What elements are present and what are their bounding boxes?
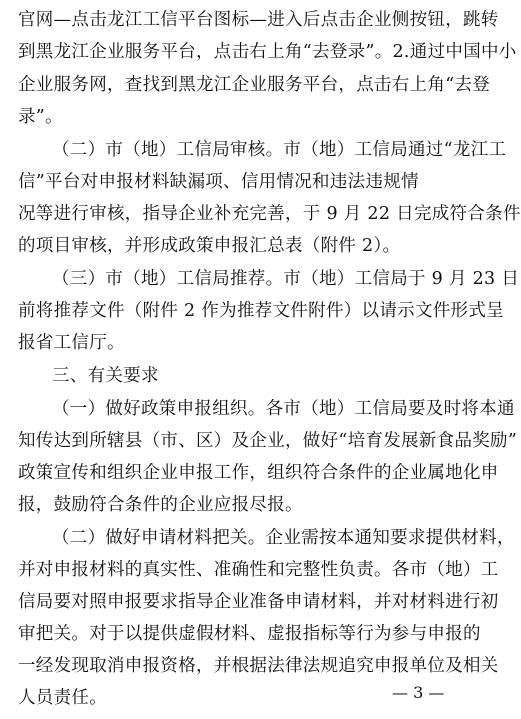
page-number: — 3 — bbox=[392, 683, 445, 702]
text-line: 前将推荐文件（附件 2 作为推荐文件附件）以请示文件形式呈 bbox=[18, 301, 504, 321]
text-line: 的项目审核，并形成政策申报汇总表（附件 2）。 bbox=[18, 236, 401, 256]
requirement-two-first-line: （二）做好申请材料把关。企业需按本通知要求提供材料， bbox=[52, 528, 515, 548]
text-line: 报，鼓励符合条件的企业应报尽报。 bbox=[18, 495, 303, 515]
section-two-first-line: （二）市（地）工信局审核。市（地）工信局通过“龙江工 bbox=[52, 140, 507, 160]
text-line: 人员责任。 bbox=[18, 688, 107, 708]
text-line: 况等进行审核，指导企业补充完善，于 9 月 22 日完成符合条件 bbox=[18, 204, 521, 224]
text-line: 知传达到所辖县（市、区）及企业，做好“培育发展新食品奖励” bbox=[18, 431, 518, 451]
text-line: 录”。 bbox=[18, 107, 63, 127]
text-line: 审把关。对于以提供虚假材料、虚报指标等行为参与申报的 bbox=[18, 624, 481, 644]
text-line: 政策宣传和组织企业申报工作，组织符合条件的企业属地化申 bbox=[18, 463, 499, 483]
text-line: 报省工信厅。 bbox=[18, 333, 125, 353]
section-heading: 三、有关要求 bbox=[52, 366, 159, 386]
text-line: 信局要对照申报要求指导企业准备申请材料，并对材料进行初 bbox=[18, 592, 499, 612]
text-line: 并对申报材料的真实性、准确性和完整性负责。各市（地）工 bbox=[18, 560, 499, 580]
text-line: 企业服务网，查找到黑龙江企业服务平台，点击右上角“去登 bbox=[18, 75, 491, 95]
text-line: 到黑龙江企业服务平台，点击右上角“去登录”。2.通过中国中小 bbox=[18, 42, 517, 62]
section-three-first-line: （三）市（地）工信局推荐。市（地）工信局于 9 月 23 日 bbox=[52, 269, 520, 289]
text-line: 信”平台对申报材料缺漏项、信用情况和违法违规情 bbox=[18, 172, 419, 192]
text-line: 官网—点击龙江工信平台图标—进入后点击企业侧按钮，跳转 bbox=[18, 10, 499, 30]
text-line: 一经发现取消申报资格，并根据法律法规追究申报单位及相关 bbox=[18, 656, 499, 676]
requirement-one-first-line: （一）做好政策申报组织。各市（地）工信局要及时将本通 bbox=[52, 399, 515, 419]
